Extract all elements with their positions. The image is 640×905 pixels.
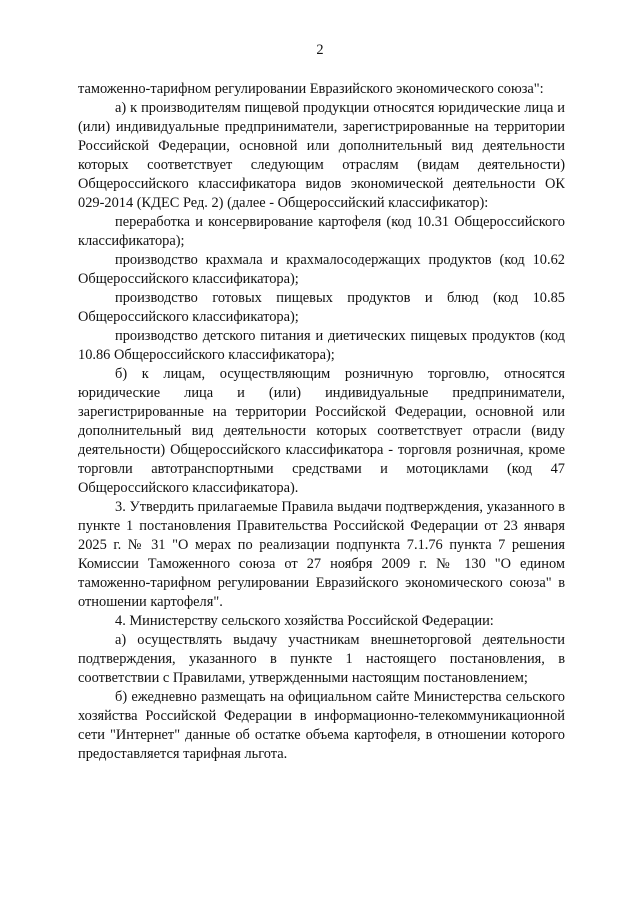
document-body: [78, 80, 565, 764]
paragraph-code-10-31: переработка и консервирование картофеля (код 10.31 Общероссийского классификатора);: [78, 214, 565, 249]
paragraph-clause-4-a: а) осуществлять выдачу участникам внешнеторговой деятельности подтверждения, указанного в пункте 1 настоящего постановления, в соответствии с Правилами, утвержденными настоящим постановлением;: [78, 632, 565, 686]
paragraph-clause-4-b: б) ежедневно размещать на официальном сайте Министерства сельского хозяйства Российской Федерации в информационно-телекоммуникационной сети "Интернет" данные об остатке объема картофеля, в отношении которого предоставляется тарифная льгота.: [78, 689, 565, 762]
paragraph-item-a-producers: а) к производителям пищевой продукции относятся юридические лица и (или) индивидуальные предприниматели, зарегистрированные на территории Российской Федерации, основной или дополнительный вид деятельности которых соответствует следующим отраслям (видам деятельности) Общероссийского классификатора видов экономической деятельности ОК 029-2014 (КДЕС Ред. 2) (далее - Общероссийский классификатор):: [78, 100, 565, 211]
paragraph-clause-4: 4. Министерству сельского хозяйства Российской Федерации:: [115, 613, 494, 629]
paragraph-item-b-retail: б) к лицам, осуществляющим розничную торговлю, относятся юридические лица и (или) индивидуальные предприниматели, зарегистрированные на территории Российской Федерации, основной или дополнительный вид деятельности которых соответствует отрасли (виду деятельности) Общероссийского классификатора - торговля розничная, кроме торговли автотранспортными средствами и мотоциклами (код 47 Общероссийского классификатора).: [78, 366, 565, 496]
paragraph-code-10-85: производство готовых пищевых продуктов и блюд (код 10.85 Общероссийского классификатора);: [78, 290, 565, 325]
paragraph-clause-3: 3. Утвердить прилагаемые Правила выдачи подтверждения, указанного в пункте 1 постановления Правительства Российской Федерации от 23 января 2025 г. № 31 "О мерах по реализации подпункта 7.1.76 пункта 7 решения Комиссии Таможенного союза от 27 ноября 2009 г. № 130 "О едином таможенно-тарифном регулировании Евразийского экономического союза" в отношении картофеля".: [78, 499, 565, 610]
page-number: 2: [316, 42, 324, 58]
paragraph-code-10-86: производство детского питания и диетических пищевых продуктов (код 10.86 Общероссийского классификатора);: [78, 328, 565, 363]
paragraph-continuation: таможенно-тарифном регулировании Евразийского экономического союза":: [78, 81, 544, 97]
paragraph-code-10-62: производство крахмала и крахмалосодержащих продуктов (код 10.62 Общероссийского классификатора);: [78, 252, 565, 287]
